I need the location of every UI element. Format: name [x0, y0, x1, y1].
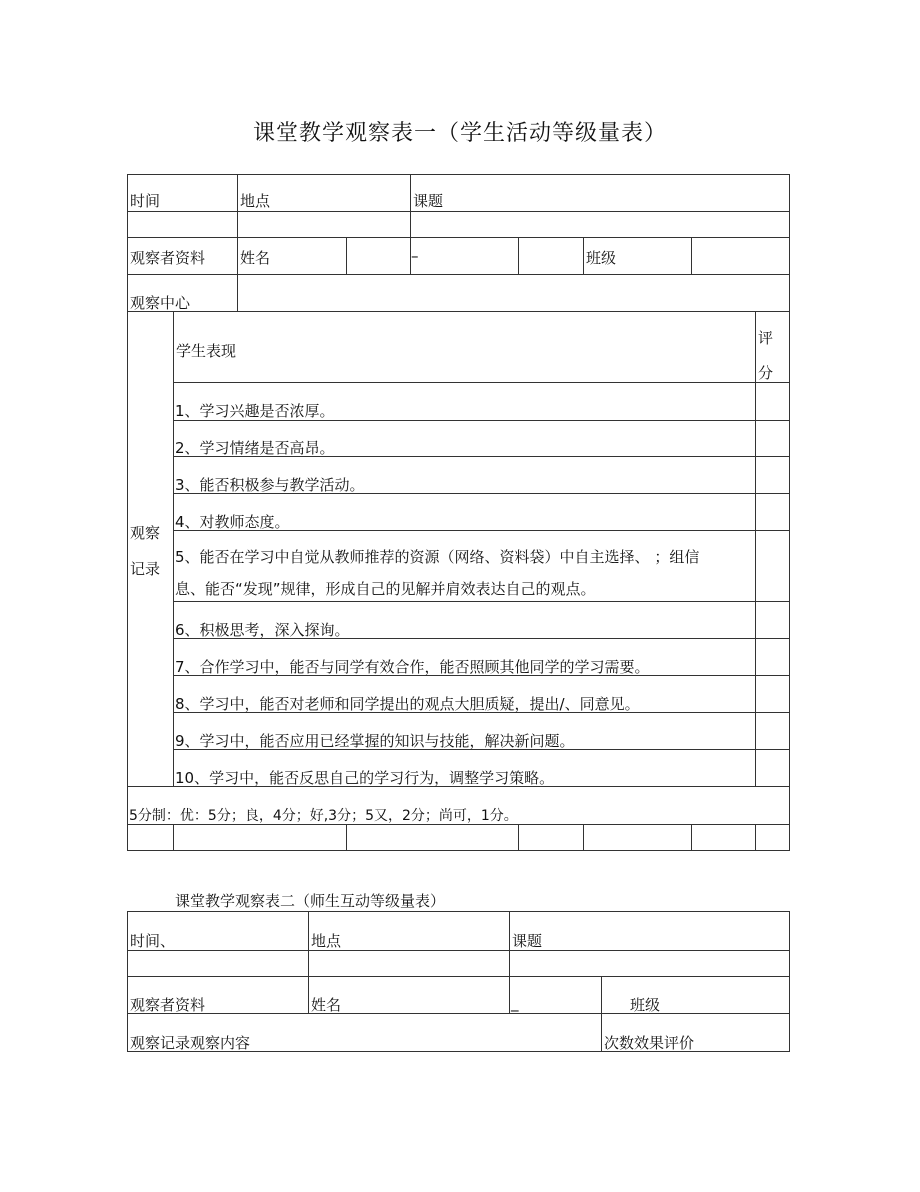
- list-item: 3、能否积极参与教学活动。: [175, 476, 365, 494]
- t2-name-label: 姓名: [311, 996, 342, 1014]
- list-item: 8、学习中，能否对老师和同学提出的观点大胆质疑，提出/、同意见。: [175, 695, 640, 713]
- name-label: 姓名: [240, 249, 271, 267]
- observer-label: 观察者资料: [130, 249, 206, 267]
- class-label: 班级: [586, 249, 617, 267]
- list-item: 6、积极思考，深入探询。: [175, 621, 350, 639]
- scale-note: 5分制：优：5分；良，4分；好,3分；5又，2分；尚可，1分。: [129, 808, 518, 824]
- dash-mark: –: [411, 247, 419, 265]
- place-label: 地点: [240, 192, 271, 210]
- table2-title: 课堂教学观察表二（师生互动等级量表）: [175, 892, 446, 910]
- list-item: 息、能否“发现”规律，形成自己的见解并肩效表达自己的观点。: [175, 580, 596, 598]
- t2-topic-label: 课题: [512, 932, 543, 950]
- t2-observer-label: 观察者资料: [130, 996, 206, 1014]
- list-item: 1、学习兴趣是否浓厚。: [175, 402, 335, 420]
- t2-time-label: 时间、: [130, 932, 176, 950]
- list-item: 9、学习中，能否应用已经掌握的知识与技能，解决新问题。: [175, 732, 575, 750]
- performance-header: 学生表现: [176, 342, 237, 360]
- record-label-line1: 观察: [130, 524, 161, 542]
- score-header-2: 分: [758, 364, 774, 382]
- time-label: 时间: [130, 192, 161, 210]
- t2-place-label: 地点: [311, 932, 342, 950]
- center-label: 观察中心: [130, 294, 191, 312]
- t2-evaluation-label: 次数效果评价: [604, 1034, 695, 1052]
- score-header-1: 评: [758, 329, 774, 347]
- t2-underscore-mark: _: [511, 994, 519, 1012]
- list-item: 7、合作学习中，能否与同学有效合作，能否照顾其他同学的学习需要。: [175, 658, 650, 676]
- list-item: 5、能否在学习中自觉从教师推荐的资源（网络、资料袋）中自主选择、 ；组信: [175, 548, 700, 566]
- list-item: 2、学习情绪是否高昂。: [175, 439, 335, 457]
- list-item: 10、学习中，能否反思自己的学习行为，调整学习策略。: [175, 769, 555, 787]
- table1-title: 课堂教学观察表一（学生活动等级量表）: [252, 121, 667, 146]
- topic-label: 课题: [413, 192, 444, 210]
- list-item: 4、对教师态度。: [175, 513, 290, 531]
- t2-record-label: 观察记录观察内容: [130, 1034, 251, 1052]
- t2-class-label: 班级: [630, 996, 661, 1014]
- record-label-line2: 记录: [130, 560, 161, 578]
